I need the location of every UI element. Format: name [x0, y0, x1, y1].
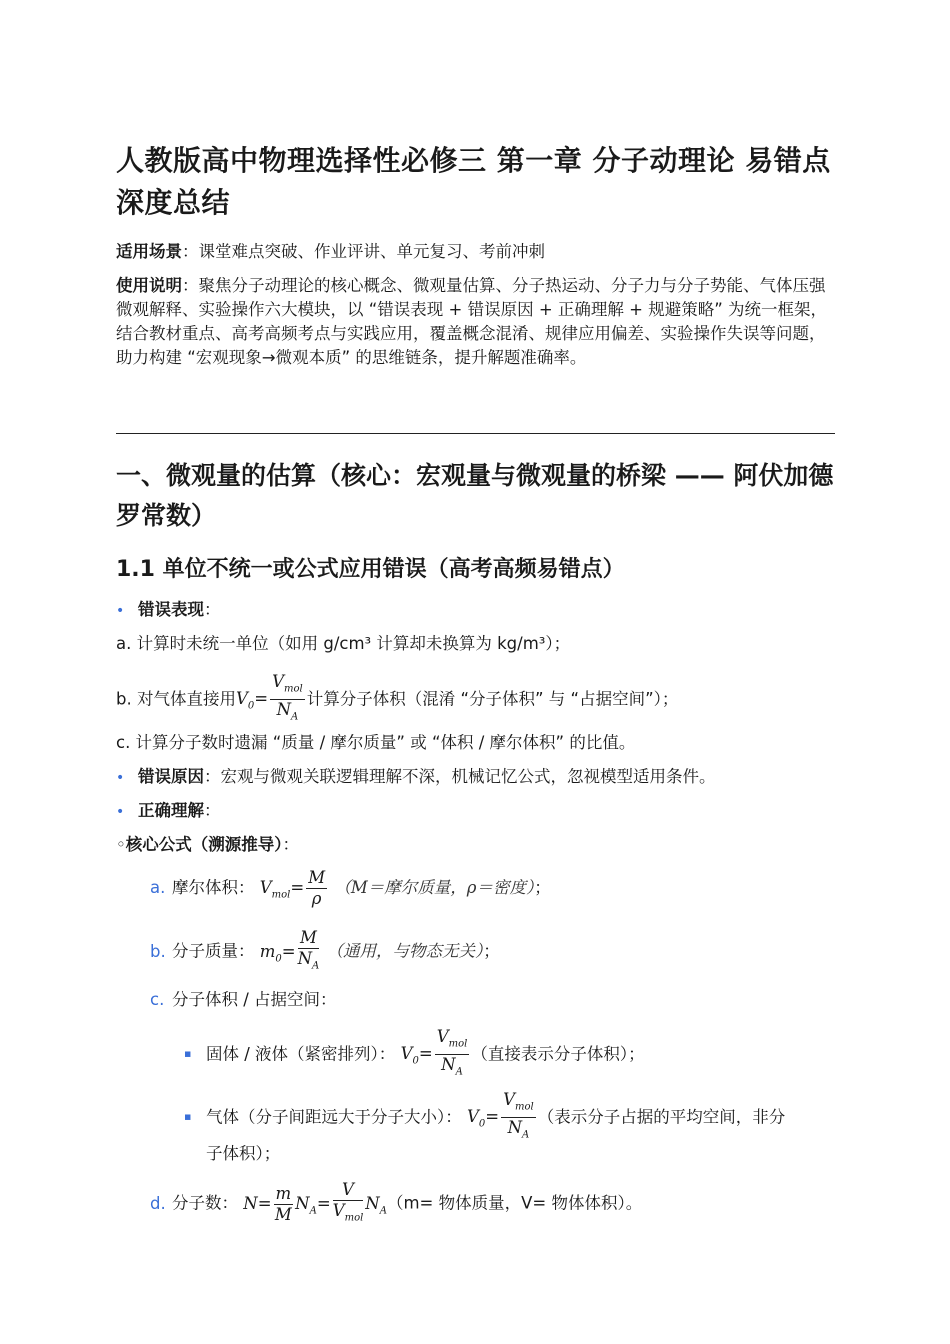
subsection-heading: 1.1 单位不统一或公式应用错误（高考高频易错点） — [116, 557, 625, 582]
divider — [116, 433, 835, 434]
item-a-label: 摩尔体积： — [172, 878, 255, 897]
core-label: 核心公式（溯源推导） — [125, 835, 283, 854]
item-b-marker: b. — [150, 941, 166, 961]
circle-bullet-icon: ◦ — [116, 835, 126, 854]
square-bullet-icon: ▪ — [184, 1110, 192, 1124]
scene-value: ：课堂难点突破、作业评讲、单元复习、考前冲刺 — [182, 242, 545, 261]
right-label: 正确理解 — [138, 801, 204, 820]
usage-line — [116, 274, 836, 370]
error-a: a. 计算时未统一单位（如用 g/cm³ 计算却未换算为 kg/m³）； — [116, 634, 571, 653]
formula-c2: $V_0=$ $\frac{V_{mol}}{N_A}$ — [467, 1090, 534, 1141]
section-heading: 一、微观量的估算（核心：宏观量与微观量的桥梁 —— 阿伏加德罗常数） — [116, 461, 834, 530]
scene-key: 适用场景 — [116, 242, 182, 261]
item-d-label: 分子数： — [172, 1193, 238, 1213]
formula-c1: $V_0=$ $\frac{V_{mol}}{N_A}$ — [400, 1027, 468, 1078]
meta-block — [116, 240, 836, 370]
item-a: a. 摩尔体积： $V_{mol}=$ $\frac{M}{\rho}$ （M＝摩尔质量，ρ＝密度）； — [150, 868, 551, 908]
error-label-line: • 错误表现： — [116, 598, 221, 623]
item-c-marker: c. — [150, 990, 165, 1009]
item-a-marker: a. — [150, 878, 166, 897]
section-heading-block — [116, 456, 836, 536]
error-b-post: 计算分子体积（混淆 “分子体积” 与 “占据空间”）； — [306, 689, 679, 709]
item-b-comment: （通用，与物态无关） — [326, 941, 484, 961]
usage-value: ：聚焦分子动理论的核心概念、微观量估算、分子热运动、分子力与分子势能、气体压强微观解释、实验操作六大模块，以 “错误表现 + 错误原因 + 正确理解 + 规避策略” 为统一框架，结合教材重点、高考高频考点与实践应用，覆盖概念混淆、规律应用偏差、实验操作失误等问题，助力构建 “宏观现象→微观本质” 的思维链条，提升解题准确率。 — [116, 276, 828, 367]
item-c1 — [184, 1027, 645, 1083]
item-d-post: （m= 物体质量，V= 物体体积）。 — [386, 1193, 643, 1213]
subsection-heading-block — [116, 554, 836, 586]
formula-vmol: $V_{mol}=$ $\frac{M}{\rho}$ — [259, 868, 326, 908]
item-c-label: 分子体积 / 占据空间： — [172, 990, 337, 1009]
square-bullet-icon: ▪ — [184, 1047, 192, 1061]
item-c — [150, 988, 337, 1012]
formula-m0: $m_0=$ $\frac{M}{N_A}$ — [259, 928, 320, 972]
item-d-marker: d. — [150, 1193, 166, 1213]
item-b: b. 分子质量： $m_0=$ $\frac{M}{N_A}$ （通用，与物态无关）； — [150, 928, 500, 972]
scene-line — [116, 240, 836, 264]
error-b-pre: b. 对气体直接用 — [116, 689, 236, 709]
right-label-line: • 正确理解： — [116, 799, 221, 824]
error-label: 错误表现 — [138, 600, 204, 619]
item-c2 — [184, 1090, 785, 1146]
cause-value: ：宏观与微观关联逻辑理解不深，机械记忆公式，忽视模型适用条件。 — [204, 767, 716, 786]
formula-v0: $V_0=$ $\frac{V_{mol}}{N_A}$ — [235, 672, 303, 723]
formula-n: N= $\frac{m}{M}$ $N_A=$ $\frac{V}{V_{mol}}$ $N_A$ — [243, 1180, 387, 1224]
core-label-line: ◦核心公式（溯源推导）： — [116, 835, 299, 854]
item-b-label: 分子质量： — [172, 941, 255, 961]
bullet-icon: • — [116, 603, 125, 619]
error-c: c. 计算分子数时遗漏 “质量 / 摩尔质量” 或 “体积 / 摩尔体积” 的比值。 — [116, 733, 636, 752]
usage-key: 使用说明 — [116, 276, 182, 295]
item-c2-post: （表示分子占据的平均空间，非分 — [537, 1107, 786, 1127]
page-title: 人教版高中物理选择性必修三 第一章 分子动理论 易错点深度总结 — [116, 144, 831, 219]
item-d — [150, 1180, 642, 1228]
cause-line — [116, 765, 716, 790]
bullet-icon: • — [116, 770, 125, 786]
item-c1-label: 固体 / 液体（紧密排列）： — [206, 1044, 396, 1064]
item-c2-cont: 子体积）； — [206, 1144, 281, 1163]
error-b — [116, 672, 678, 728]
item-c1-post: （直接表示分子体积）； — [471, 1044, 645, 1064]
bullet-icon: • — [116, 804, 125, 820]
cause-label: 错误原因 — [138, 767, 204, 786]
item-c2-label: 气体（分子间距远大于分子大小）： — [206, 1107, 462, 1127]
item-a-comment: （M＝摩尔质量，ρ＝密度） — [334, 878, 535, 897]
